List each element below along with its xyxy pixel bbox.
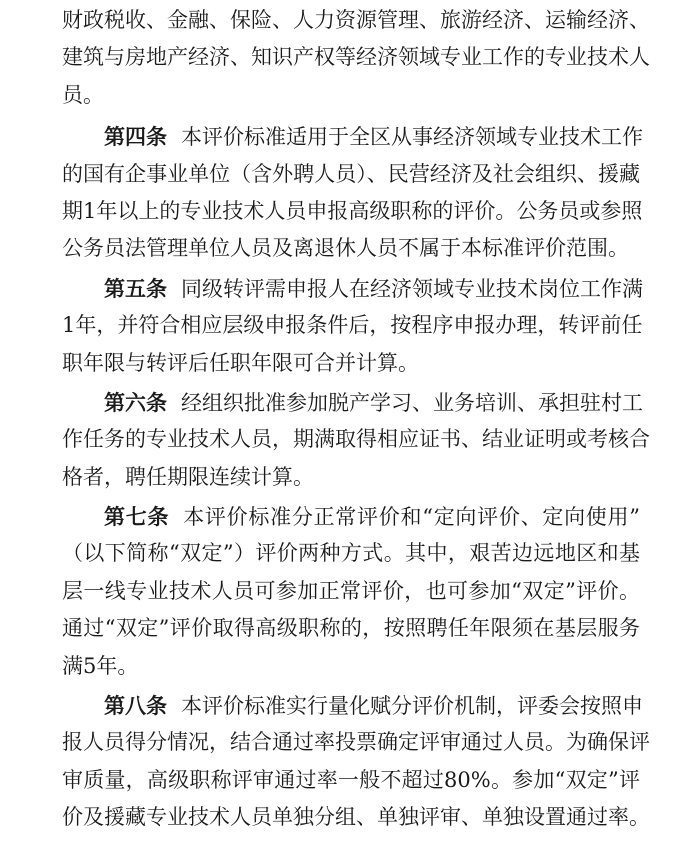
text-line: 通过“双定”评价取得高级职称的，按照聘任年限须在基层服务 — [62, 616, 640, 641]
article-text: 本评价标准实行量化赋分评价机制，评委会按照申 — [181, 694, 643, 719]
text-line: 层一线专业技术人员可参加正常评价，也可参加“双定”评价。 — [62, 578, 640, 603]
text-line — [62, 687, 643, 724]
article-text: 同级转评需申报人在经济领域专业技术岗位工作满 — [181, 276, 643, 301]
text-line: 公务员法管理单位人员及离退休人员不属于本标准评价范围。 — [62, 236, 629, 261]
text-line: 的国有企事业单位（含外聘人员）、民营经济及社会组织、援藏 — [62, 161, 640, 186]
text-line — [62, 498, 640, 535]
paragraph-continuation — [62, 2, 650, 114]
text-line — [62, 270, 643, 307]
article-text: 本评价标准分正常评价和“定向评价、定向使用” — [183, 505, 640, 530]
text-line: 建筑与房地产经济、知识产权等经济领域专业工作的专业技术人 — [62, 45, 650, 70]
text-line: 满5年。 — [62, 653, 139, 678]
text-line: 作任务的专业技术人员，期满取得相应证书、结业证明或考核合 — [62, 427, 650, 452]
text-line — [62, 384, 643, 421]
article-number: 第六条 — [104, 389, 167, 415]
text-line: 1年，并符合相应层级申报条件后，按程序申报办理，转评前任 — [62, 313, 643, 338]
article-number: 第八条 — [104, 693, 167, 719]
text-line: 员。 — [62, 82, 104, 107]
text-line: 价及援藏专业技术人员单独分组、单独评审、单独设置通过率。 — [62, 805, 650, 830]
text-line: （以下简称“双定”）评价两种方式。其中，艰苦边远地区和基 — [62, 541, 640, 566]
article-number: 第七条 — [104, 504, 170, 530]
article-text: 经组织批准参加脱产学习、业务培训、承担驻村工 — [181, 390, 643, 415]
article-6 — [62, 384, 650, 496]
article-number: 第四条 — [104, 124, 167, 150]
text-line: 职年限与转评后任职年限可合并计算。 — [62, 350, 419, 375]
text-line: 格者，聘任期限连续计算。 — [62, 464, 314, 489]
text-line: 期1年以上的专业技术人员申报高级职称的评价。公务员或参照 — [62, 198, 643, 223]
text-line: 报人员得分情况，结合通过率投票确定评审通过人员。为确保评 — [62, 730, 650, 755]
article-text: 本评价标准适用于全区从事经济领域专业技术工作 — [181, 125, 643, 150]
document-body — [62, 0, 650, 830]
article-7 — [62, 498, 640, 685]
article-5 — [62, 270, 643, 382]
text-line — [62, 118, 643, 155]
text-line: 财政税收、金融、保险、人力资源管理、旅游经济、运输经济、 — [62, 8, 650, 32]
article-number: 第五条 — [104, 275, 167, 301]
article-4 — [62, 118, 643, 268]
text-line: 审质量，高级职称评审通过率一般不超过80%。参加“双定”评 — [62, 767, 640, 792]
article-8 — [62, 687, 650, 837]
